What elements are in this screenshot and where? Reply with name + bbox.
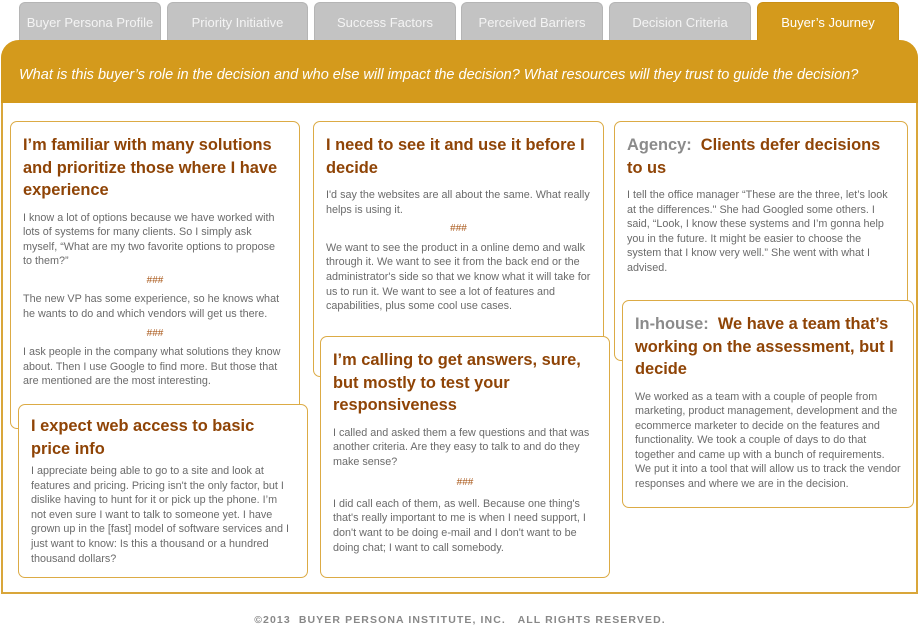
- banner-question: What is this buyer’s role in the decision and who else will impact the decision? What resources will they trust to guide the decision?: [19, 66, 859, 83]
- card-title-prefix: Agency:: [627, 136, 692, 154]
- quote-card: [18, 404, 308, 578]
- card-title: I need to see it and use it before I decide: [326, 136, 585, 177]
- tab-label: Success Factors: [336, 15, 434, 30]
- copyright-footer: ©2013 BUYER PERSONA INSTITUTE, INC. ALL RIGHTS RESERVED.: [254, 614, 666, 626]
- card-paragraph: I did call each of them, as well. Because one thing's that's really important to me is when I need support, I don't want to be doing e-mail and I don't want to be doing chat; I want to call somebody.: [333, 497, 586, 554]
- card-title-text: We have a team that’s working on the assessment, but I decide: [635, 315, 894, 378]
- card-paragraph: We worked as a team with a couple of people from marketing, product management, development and the ecommerce marketer to decide on the features and functionality. We took a couple of days to do that together and came up with a bunch of requirements. We put it into a tool that will allow us to track the vendor responses and where we are in the decision.: [635, 390, 901, 491]
- tab-label: Priority Initiative: [191, 15, 284, 30]
- card-paragraph: We want to see the product in a online demo and walk through it. We want to see it from the back end or the administrator's side so that we know what it will take for us to run it. We want to see a lot of features and capabilities, plus some cool use cases.: [326, 241, 591, 313]
- quote-card: [10, 121, 300, 429]
- card-title: I expect web access to basic price info: [31, 417, 255, 458]
- separator: ###: [146, 274, 164, 286]
- card-title-text: Clients defer decisions to us: [627, 136, 881, 177]
- card-paragraph: The new VP has some experience, so he knows what he wants to do and which vendors will get us there.: [23, 293, 280, 321]
- tab-label: Decision Criteria: [632, 15, 728, 30]
- card-title: [627, 134, 895, 179]
- separator: ###: [450, 223, 467, 235]
- card-title: I’m calling to get answers, sure, but mostly to test your responsiveness: [333, 351, 581, 414]
- card-paragraph: I called and asked them a few questions and that was another criteria. Are they easy to talk to and do they make sense?: [333, 426, 590, 468]
- card-paragraph: I appreciate being able to go to a site and look at features and pricing. Pricing isn't the only factor, but I dislike having to hunt for it or pick up the phone. I’m not even sure I want to talk to someone yet. I have grown up in the [fast] model of software services and I just want to know: Is this a thousand or a hundred thousand dollars?: [31, 465, 290, 565]
- tab-label: Buyer Persona Profile: [26, 15, 154, 30]
- tab-label: Perceived Barriers: [478, 15, 586, 30]
- card-paragraph: I'd say the websites are all about the same. What really helps is using it.: [326, 189, 590, 216]
- quote-card: [622, 300, 914, 508]
- tab-label: Buyer’s Journey: [781, 15, 875, 30]
- quote-card: [320, 336, 610, 578]
- card-paragraph: I ask people in the company what solutions they know about. Then I use Google to find more. But those that are mentioned are the most interesting.: [23, 346, 281, 388]
- card-title-prefix: In-house:: [635, 315, 709, 333]
- separator: ###: [456, 477, 474, 489]
- card-title: [635, 313, 901, 381]
- card-paragraph: I know a lot of options because we have worked with lots of systems for many clients. So I simply ask myself, “What are my two favorite options to propose to them?”: [23, 211, 276, 268]
- card-title: I’m familiar with many solutions and prioritize those where I have experience: [23, 136, 278, 199]
- question-banner: [1, 40, 918, 103]
- separator: ###: [146, 327, 164, 339]
- card-paragraph: I tell the office manager “These are the three, let’s look at the differences." She had Googled some others. I said, “Look, I know these systems and I’m gonna help you in the future. It might be easier to choose the system that I know very well.” She went with what I advised.: [627, 189, 888, 274]
